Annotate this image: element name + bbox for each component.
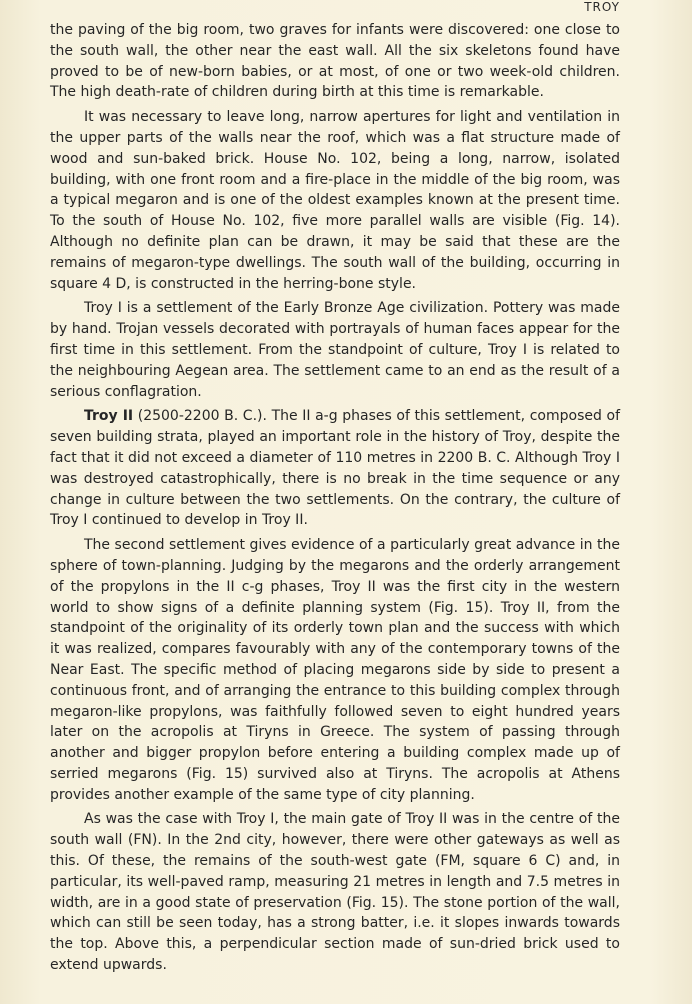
paragraph-2: It was necessary to leave long, narrow apertures for light and ventilation in the upper parts of the walls near the roof, which was a flat structure made of wood and sun-baked brick. House No. 102, being a long, narrow, isolated building, with one front room and a fire-place in the middle of the big room, was a typical megaron and is one of the oldest examples known at the present time. To the south of House No. 102, five more parallel walls are visible (Fig. 14). Although no definite plan can be drawn, it may be said that these are the remains of megaron-type dwellings. The south wall of the building, occurring in square 4 D, is constructed in the herring-bone style. [50,109,620,292]
paragraph-4 [50,406,620,531]
running-head: TROY [584,0,620,14]
paragraph-4-text: (2500-2200 B. C.). The II a-g phases of this settlement, composed of seven building strata, played an important role in the history of Troy, despite the fact that it did not exceed a diameter of 110 metres in 2200 B. C. Although Troy I was destroyed catastrophically, there is no break in the time sequence or any change in culture between the two settlements. On the contrary, the culture of Troy I continued to develop in Troy II. [50,408,620,529]
section-heading-troy-ii: Troy II [84,408,134,425]
paragraph-1: the paving of the big room, two graves for infants were discovered: one close to the south wall, the other near the east wall. All the six skeletons found have proved to be of new-born babies, or at most, of one or two week-old children. The high death-rate of children during birth at this time is remarkable. [50,22,620,101]
paragraph-6: As was the case with Troy I, the main gate of Troy II was in the centre of the south wall (FN). In the 2nd city, however, there were other gateways as well as this. Of these, the remains of the south-west gate (FM, square 6 C) and, in particular, its well-paved ramp, measuring 21 metres in length and 7.5 metres in width, are in a good state of preservation (Fig. 15). The stone portion of the wall, which can still be seen today, has a strong batter, i.e. it slopes inwards towards the top. Above this, a perpendicular section made of sun-dried brick used to extend upwards. [50,811,620,974]
paragraph-3: Troy I is a settlement of the Early Bronze Age civilization. Pottery was made by hand. Trojan vessels decorated with portrayals of human faces appear for the first time in this settlement. From the standpoint of culture, Troy I is related to the neighbouring Aegean area. The settlement came to an end as the result of a serious conflagration. [50,300,620,400]
page-body [50,20,620,980]
paragraph-5: The second settlement gives evidence of a particularly great advance in the sphere of town-planning. Judging by the megarons and the orderly arrangement of the propylons in the II c-g phases, Troy II was the first city in the western world to show signs of a definite planning system (Fig. 15). Troy II, from the standpoint of the originality of its orderly town plan and the success with which it was realized, compares favourably with any of the contemporary towns of the Near East. The specific method of placing megarons side by side to present a continuous front, and of arranging the entrance to this building complex through megaron-like propylons, was faithfully followed seven to eight hundred years later on the acropolis at Tiryns in Greece. The system of passing through another and bigger propylon before entering a building complex made up of serried megarons (Fig. 15) survived also at Tiryns. The acropolis at Athens provides another example of the same type of city planning. [50,537,620,803]
